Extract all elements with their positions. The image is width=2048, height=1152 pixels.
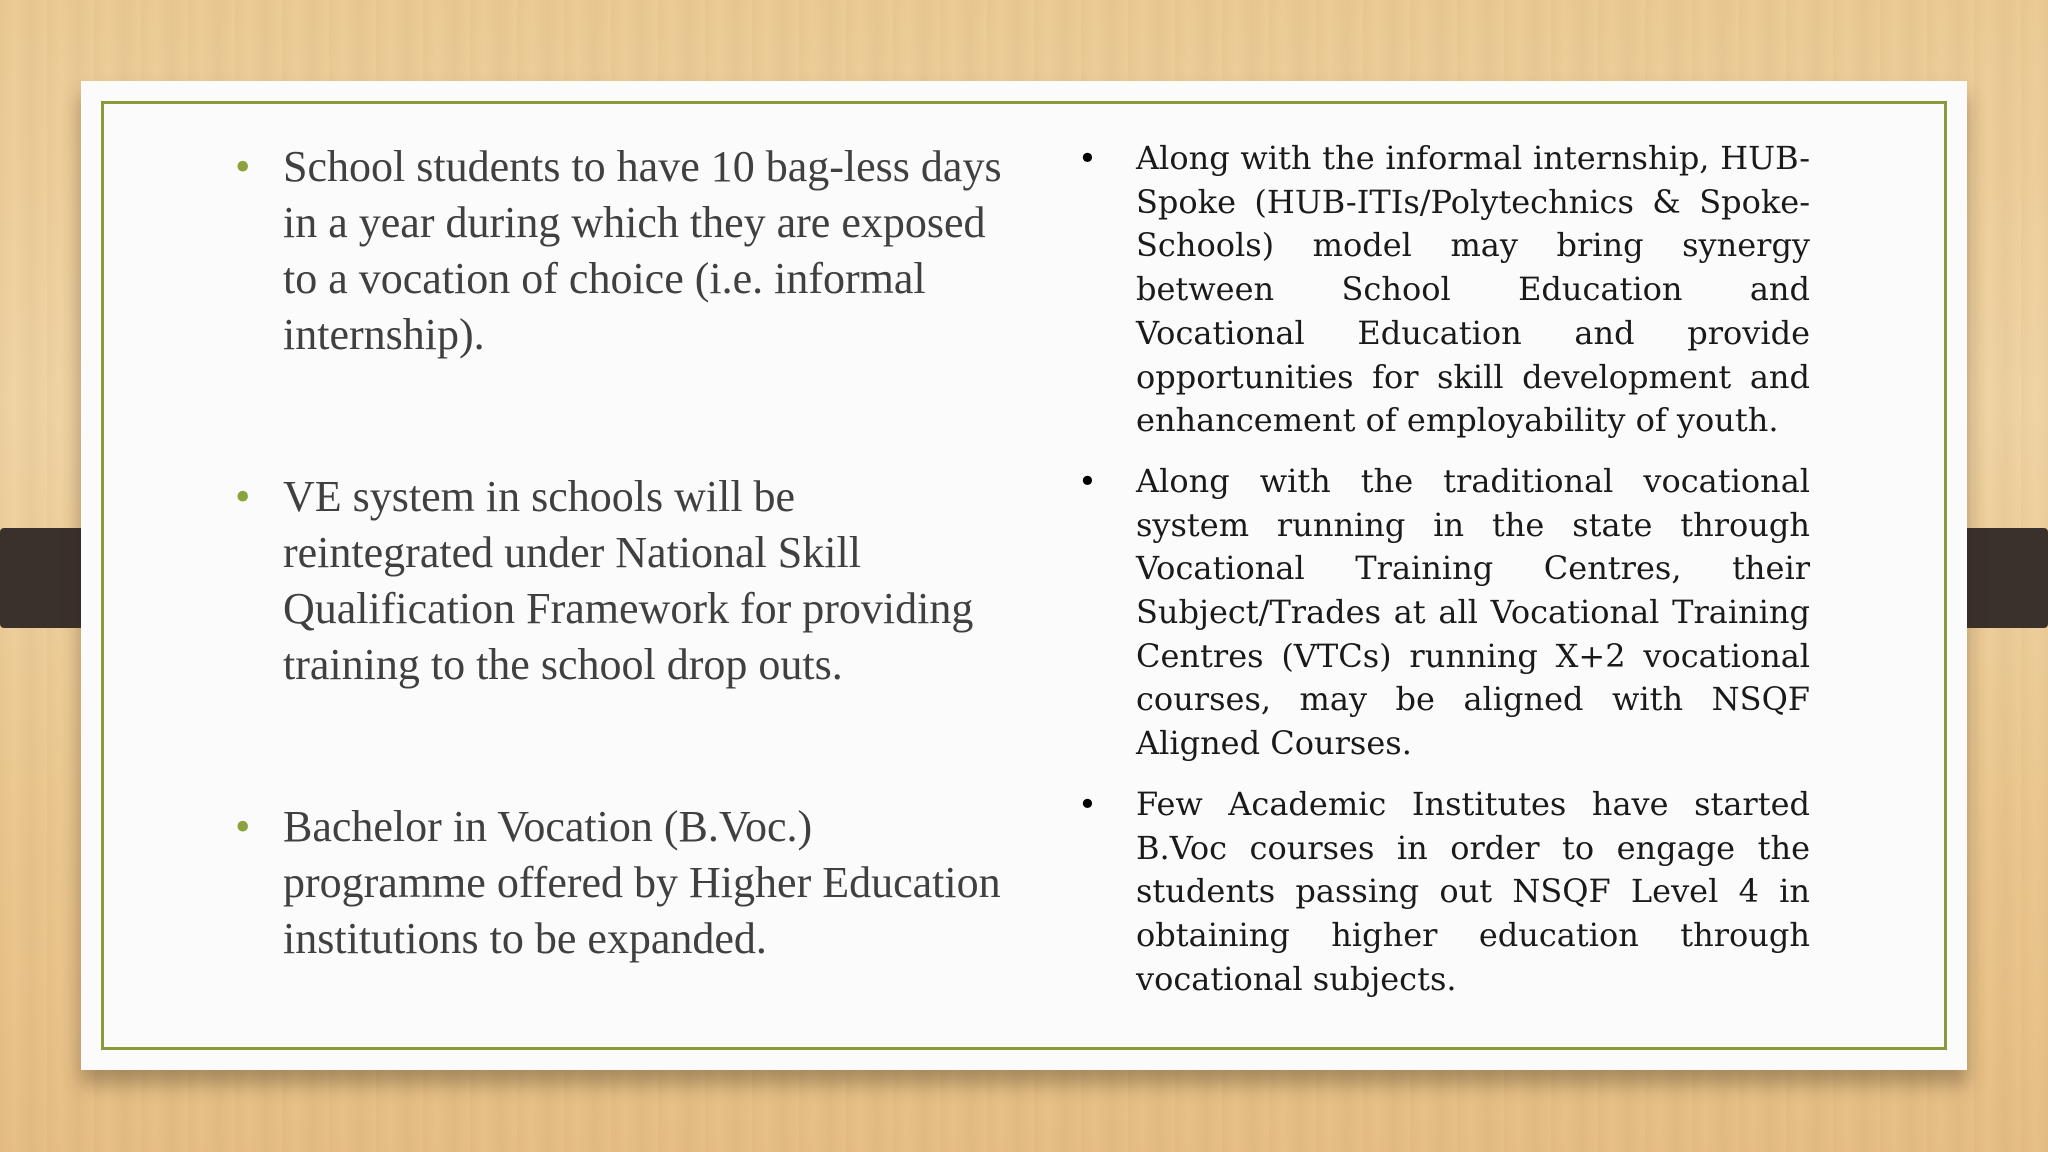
right-bullet-list	[1078, 137, 1810, 1001]
left-bullet-text: Bachelor in Vocation (B.Voc.) programme offered by Higher Education institutions to be expanded.	[283, 802, 1001, 963]
left-bullet-text: School students to have 10 bag-less days in a year during which they are exposed to a vocation of choice (i.e. informal internship).	[283, 142, 1002, 359]
bullet-icon: •	[1078, 784, 1097, 823]
bullet-icon: •	[1078, 461, 1097, 500]
left-bullet-item	[235, 469, 1015, 693]
left-bullet-text: VE system in schools will be reintegrated under National Skill Qualification Framework for providing training to the school drop outs.	[283, 472, 974, 689]
bullet-icon: •	[235, 472, 251, 521]
right-column	[1078, 137, 1810, 1001]
right-bullet-item	[1078, 783, 1810, 1002]
bullet-icon: •	[235, 142, 251, 191]
left-column	[235, 139, 1015, 967]
bullet-icon: •	[235, 802, 251, 851]
left-bullet-item	[235, 139, 1015, 363]
bullet-icon: •	[1078, 139, 1097, 177]
right-bullet-text: Few Academic Institutes have started B.Voc courses in order to engage the students passing out NSQF Level 4 in obtaining higher education through vocational subjects.	[1136, 784, 1810, 998]
right-bullet-text: Along with the informal internship, HUB-Spoke (HUB-ITIs/Polytechnics & Spoke-Schools) model may bring synergy between School Education and Vocational Education and provide opportunities for skill development and enhancement of employability of youth.	[1136, 139, 1810, 440]
right-bullet-text: Along with the traditional vocational system running in the state through Vocational Training Centres, their Subject/Trades at all Vocational Training Centres (VTCs) running X+2 vocational courses, may be aligned with NSQF Aligned Courses.	[1136, 461, 1810, 763]
left-bullet-item	[235, 799, 1015, 967]
left-bullet-list	[235, 139, 1015, 967]
right-bullet-item	[1078, 460, 1810, 766]
right-bullet-item	[1078, 137, 1810, 443]
slide-card	[81, 81, 1967, 1070]
